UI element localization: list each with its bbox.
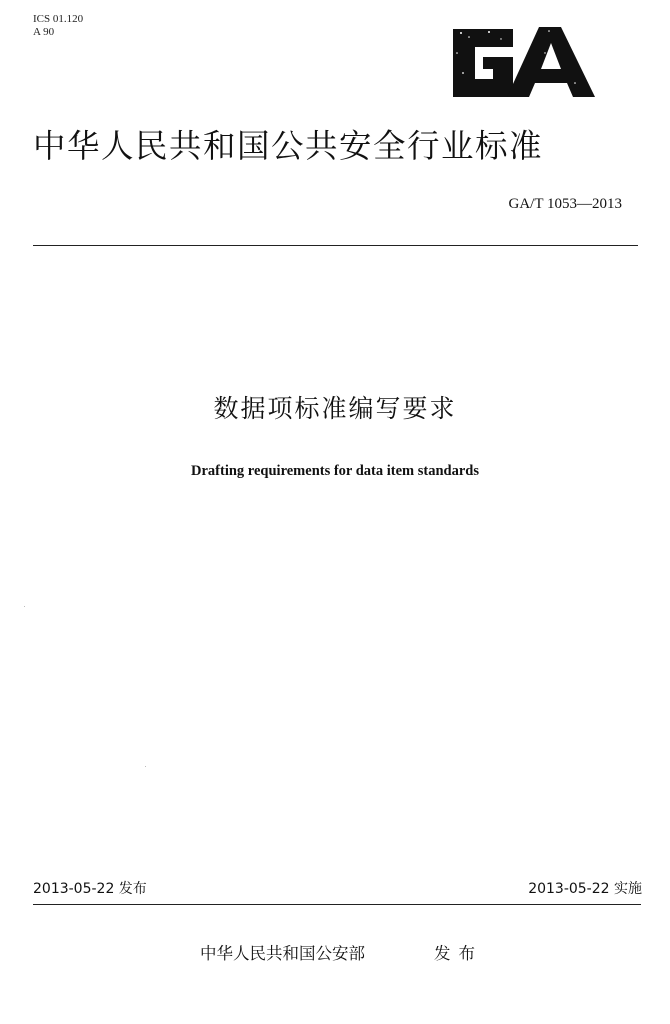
issue-date: 2013-05-22 发布 xyxy=(33,881,147,897)
footer-divider xyxy=(33,904,641,905)
standard-number: GA/T 1053—2013 xyxy=(508,196,622,212)
classification-codes xyxy=(33,13,83,39)
ga-logo xyxy=(449,23,599,99)
scan-speck xyxy=(145,766,146,767)
header-divider xyxy=(33,245,638,246)
document-title-chinese: 数据项标准编写要求 xyxy=(213,394,457,423)
standard-type-heading: 中华人民共和国公共安全行业标准 xyxy=(33,127,544,165)
document-title-english: Drafting requirements for data item standards xyxy=(191,463,479,479)
publisher-name: 中华人民共和国公安部 xyxy=(200,944,365,963)
implementation-date: 2013-05-22 实施 xyxy=(528,881,642,897)
scan-speck xyxy=(24,606,25,607)
publish-label: 发布 xyxy=(434,944,483,963)
ics-code: ICS 01.120 xyxy=(33,13,84,25)
ccs-code: A 90 xyxy=(33,26,55,38)
